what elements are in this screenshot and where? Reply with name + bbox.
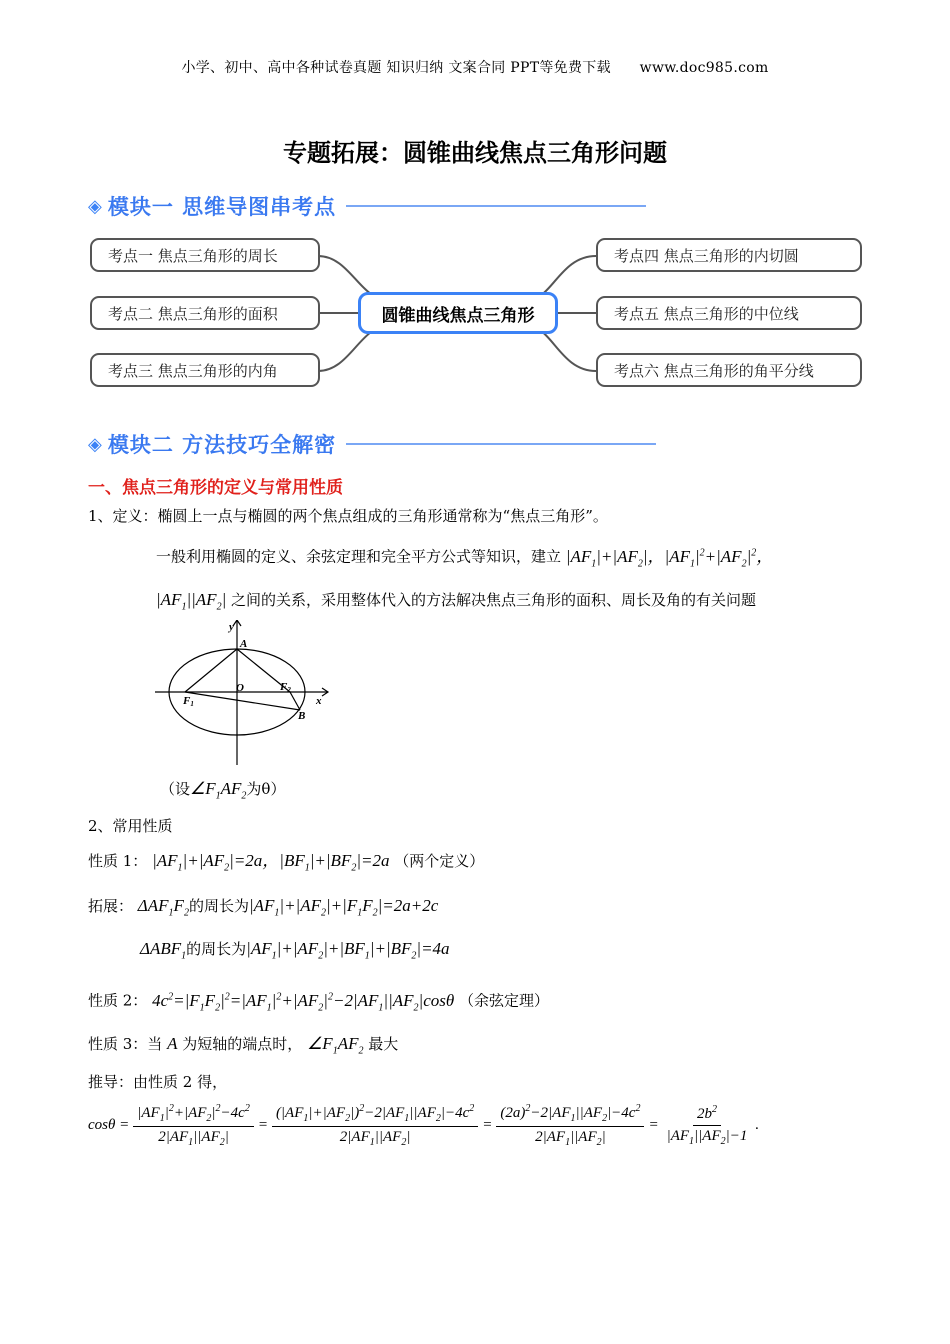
label-y: y: [229, 621, 234, 633]
property-1-label: 性质 1：: [88, 852, 148, 870]
extension-label: 拓展：: [88, 897, 134, 915]
property-1-formula: $|AF_1|+|AF_2|=2a$，$|BF_1|+|BF_2|=2a$: [152, 851, 390, 874]
formula-product: $|AF_1||AF_2|$: [156, 590, 227, 613]
property-3: [88, 1033, 398, 1062]
label-F2-letter: F: [280, 681, 288, 693]
figure-caption: [160, 778, 285, 807]
property-2: [88, 986, 549, 1019]
fraction-4: $\frac{2b^2}{|AF_1||AF_2|-1}$: [666, 1104, 748, 1147]
segment-AF1: [185, 649, 237, 692]
caption-angle: $\angle F_1AF_2$: [190, 779, 247, 802]
section1-heading: 一、焦点三角形的定义与常用性质: [88, 478, 343, 498]
extension-2: [140, 938, 450, 967]
caption-post: 为θ）: [246, 780, 286, 798]
mindmap-node-3: 考点三 焦点三角形的内角: [90, 353, 320, 387]
formula-sum: $|AF_1|+|AF_2|$，$|AF_1|^2+|AF_2|^2$，: [565, 546, 774, 570]
segment-F1B: [185, 692, 300, 710]
fraction-3: $\frac{(2a)^2-2|AF_1||AF_2|-4c^2}{2|AF_1||AF_2|}$: [496, 1103, 644, 1148]
definition-line3: [156, 589, 756, 618]
property-3-angle: $\angle F_1AF_2$: [307, 1034, 364, 1057]
header-text: 小学、初中、高中各种试卷真题 知识归纳 文案合同 PPT等免费下载: [181, 60, 611, 76]
derivation-equation: cosθ = $\frac{|AF_1|^2+|AF_2|^2-4c^2}{2|AF_1||AF_2|}$ = $\frac{(|AF_1|+|AF_2|)^2-2|AF_1||AF_2|-4c^2}{2|AF_1||AF_2|}$ = $\frac{(2a)^2-2|AF_1||AF_2|-4c^2}{2|AF_1||AF_2|}$ = $\frac{2b^2}{|AF_1||AF_2|-1}$ .: [88, 1103, 760, 1148]
segment-F2B: [290, 692, 300, 710]
property-2-formula: $4c^2=|F_1F_2|^2=|AF_1|^2+|AF_2|^2-2|AF_1||AF_2|\cos\theta$: [152, 990, 455, 1014]
mindmap-node-5: 考点五 焦点三角形的中位线: [596, 296, 862, 330]
fraction-1: $\frac{|AF_1|^2+|AF_2|^2-4c^2}{2|AF_1||AF_2|}$: [133, 1103, 254, 1148]
definition-line3-text: 之间的关系，采用整体代入的方法解决焦点三角形的面积、周长及角的有关问题: [231, 591, 757, 609]
extension-1: [88, 895, 438, 924]
label-F1-letter: F: [183, 695, 191, 707]
label-A: A: [240, 638, 248, 650]
double-diamond-icon: ◈: [88, 433, 102, 455]
double-diamond-icon: ◈: [88, 195, 102, 217]
property-3-label: 性质 3：当: [88, 1035, 163, 1053]
header-site[interactable]: www.doc985.com: [639, 60, 769, 76]
label-O: O: [236, 682, 244, 694]
label-F2: [279, 681, 291, 694]
property-1: [88, 850, 484, 879]
extension-2-triangle: $\Delta ABF_1$: [140, 939, 187, 962]
property-3-point: A: [167, 1034, 178, 1053]
label-F1-sub: 1: [190, 700, 194, 708]
property-3-mid: 为短轴的端点时，: [182, 1035, 303, 1053]
extension-1-formula: $|AF_1|+|AF_2|+|F_1F_2|=2a+2c$: [248, 896, 439, 919]
derivation-intro: 推导：由性质 2 得，: [88, 1073, 228, 1091]
label-x: x: [316, 695, 322, 707]
extension-2-formula: $|AF_1|+|AF_2|+|BF_1|+|BF_2|=4a$: [246, 939, 450, 962]
label-B: B: [298, 710, 306, 722]
label-F1: [182, 695, 194, 708]
extension-2-mid: 的周长为: [186, 940, 247, 958]
module2-label: 模块二 方法技巧全解密: [107, 433, 337, 457]
mindmap-node-2: 考点二 焦点三角形的面积: [90, 296, 320, 330]
extension-1-mid: 的周长为: [188, 897, 249, 915]
definition-line2: [156, 542, 773, 575]
definition-line1: 1、定义：椭圆上一点与椭圆的两个焦点组成的三角形通常称为“焦点三角形”。: [88, 507, 608, 525]
definition-line2-text: 一般利用椭圆的定义、余弦定理和完全平方公式等知识，建立: [156, 547, 562, 566]
ellipse-figure: [150, 620, 340, 770]
page-title: 专题拓展：圆锥曲线焦点三角形问题: [283, 139, 667, 167]
property-2-note: （余弦定理）: [458, 991, 549, 1010]
module2-header: [88, 428, 656, 460]
mindmap-connectors: [0, 0, 950, 400]
mindmap-center: 圆锥曲线焦点三角形: [358, 292, 558, 334]
fraction-2: $\frac{(|AF_1|+|AF_2|)^2-2|AF_1||AF_2|-4c^2}{2|AF_1||AF_2|}$: [272, 1103, 478, 1148]
module2-rule: [346, 443, 656, 445]
properties-heading: 2、常用性质: [88, 817, 173, 835]
mindmap-node-1: 考点一 焦点三角形的周长: [90, 238, 320, 272]
mindmap-node-4: 考点四 焦点三角形的内切圆: [596, 238, 862, 272]
cos-theta: cosθ =: [88, 1117, 130, 1133]
mindmap-node-6: 考点六 焦点三角形的角平分线: [596, 353, 862, 387]
caption-pre: （设: [160, 780, 191, 798]
label-F2-sub: 2: [287, 686, 291, 694]
property-1-note: （两个定义）: [394, 852, 485, 870]
module1-label: 模块一 思维导图串考点: [107, 195, 337, 219]
property-3-end: 最大: [368, 1035, 399, 1053]
extension-1-triangle: $\Delta AF_1F_2$: [137, 896, 189, 919]
property-2-label: 性质 2：: [88, 991, 148, 1010]
